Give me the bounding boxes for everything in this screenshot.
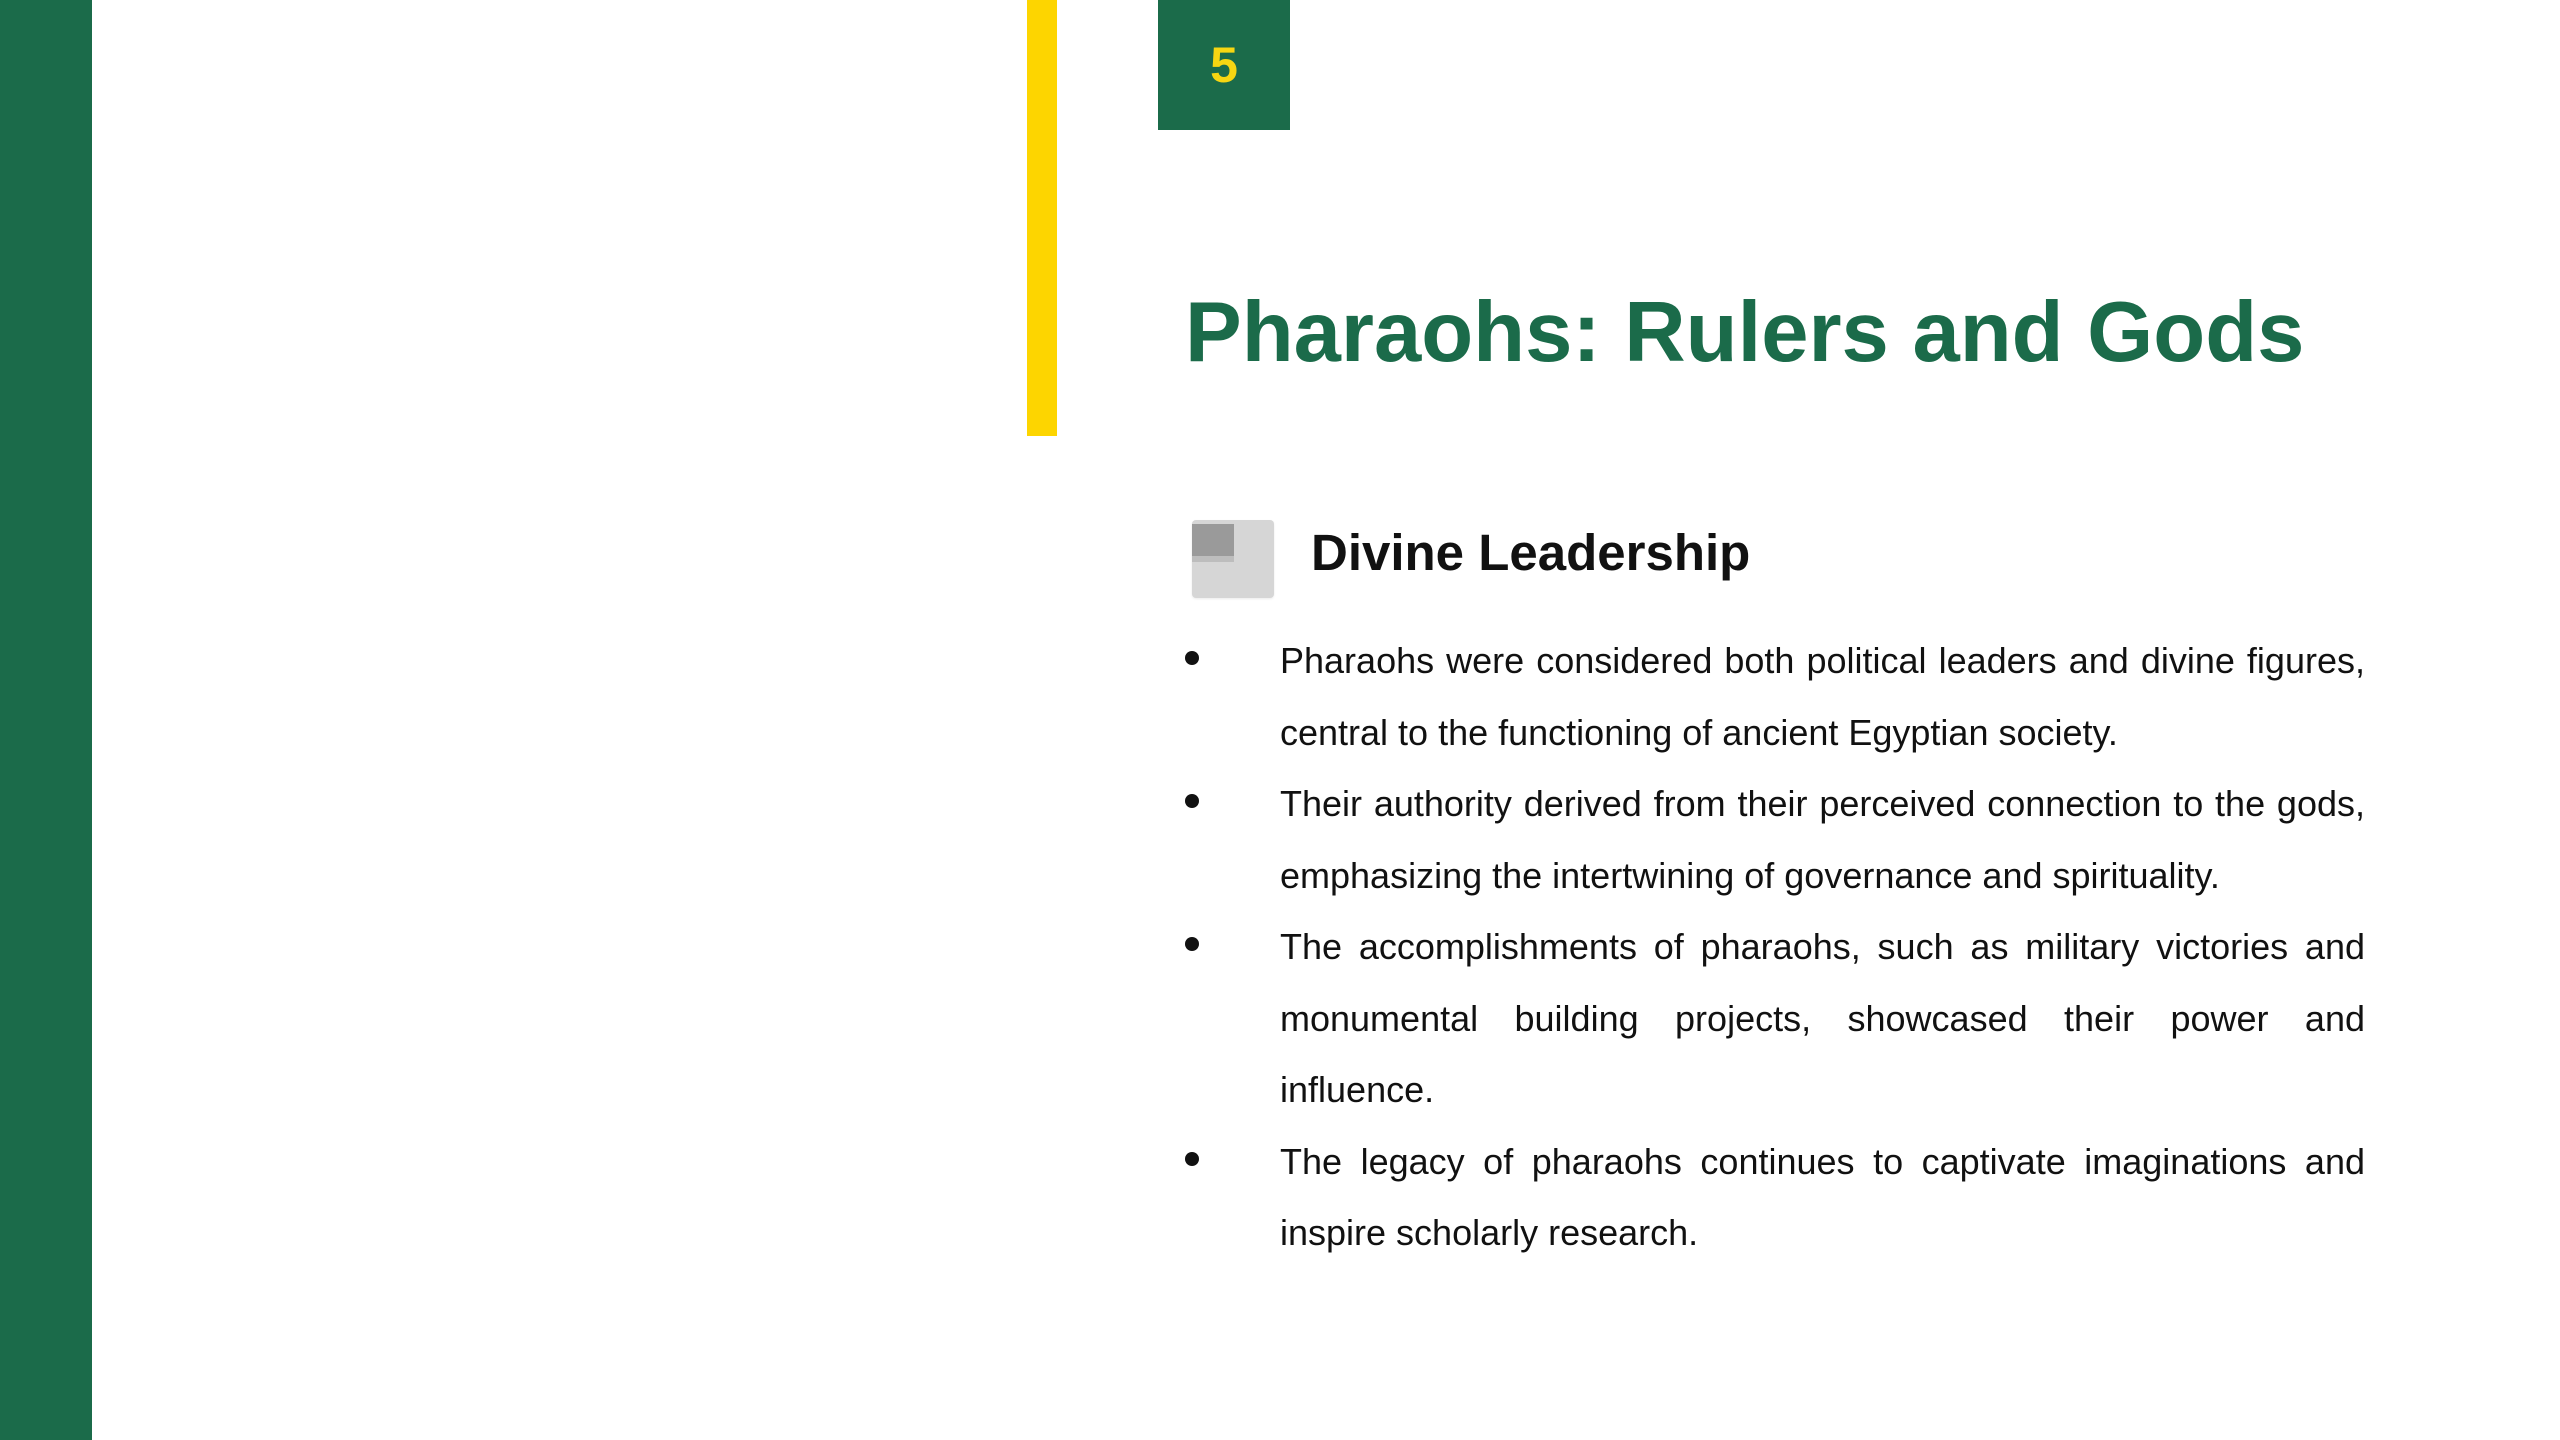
icon-divider — [1192, 556, 1234, 562]
bullet-text: The legacy of pharaohs continues to captivate imaginations and inspire scholarly research. — [1280, 1140, 2365, 1253]
bullet-text: Their authority derived from their perceived connection to the gods, emphasizing the intertwining of governance and spirituality. — [1280, 783, 2365, 896]
slide-title: Pharaohs: Rulers and Gods — [1185, 285, 2305, 380]
yellow-accent-line — [1027, 0, 1057, 436]
bullet-item — [1185, 1126, 2365, 1269]
bullet-dot — [1185, 937, 1199, 951]
bullet-text: Pharaohs were considered both political leaders and divine figures, central to the functioning of ancient Egyptian society. — [1280, 640, 2365, 753]
section-heading: Divine Leadership — [1311, 524, 1751, 581]
icon-front-square — [1192, 524, 1234, 558]
bullet-dot — [1185, 651, 1199, 665]
bullet-dot — [1185, 1152, 1199, 1166]
slide-number: 5 — [1210, 37, 1238, 93]
bullet-item — [1185, 911, 2365, 1126]
bullet-item — [1185, 625, 2365, 768]
bullet-text: The accomplishments of pharaohs, such as military victories and monumental building projects, showcased their power and influence. — [1280, 926, 2365, 1110]
bullet-dot — [1185, 794, 1199, 808]
bullet-item — [1185, 768, 2365, 911]
left-side-bar — [0, 0, 92, 1440]
bullet-list — [1185, 625, 2365, 1269]
gray-squares-icon — [1192, 520, 1276, 600]
slide-number-box — [1158, 0, 1290, 130]
